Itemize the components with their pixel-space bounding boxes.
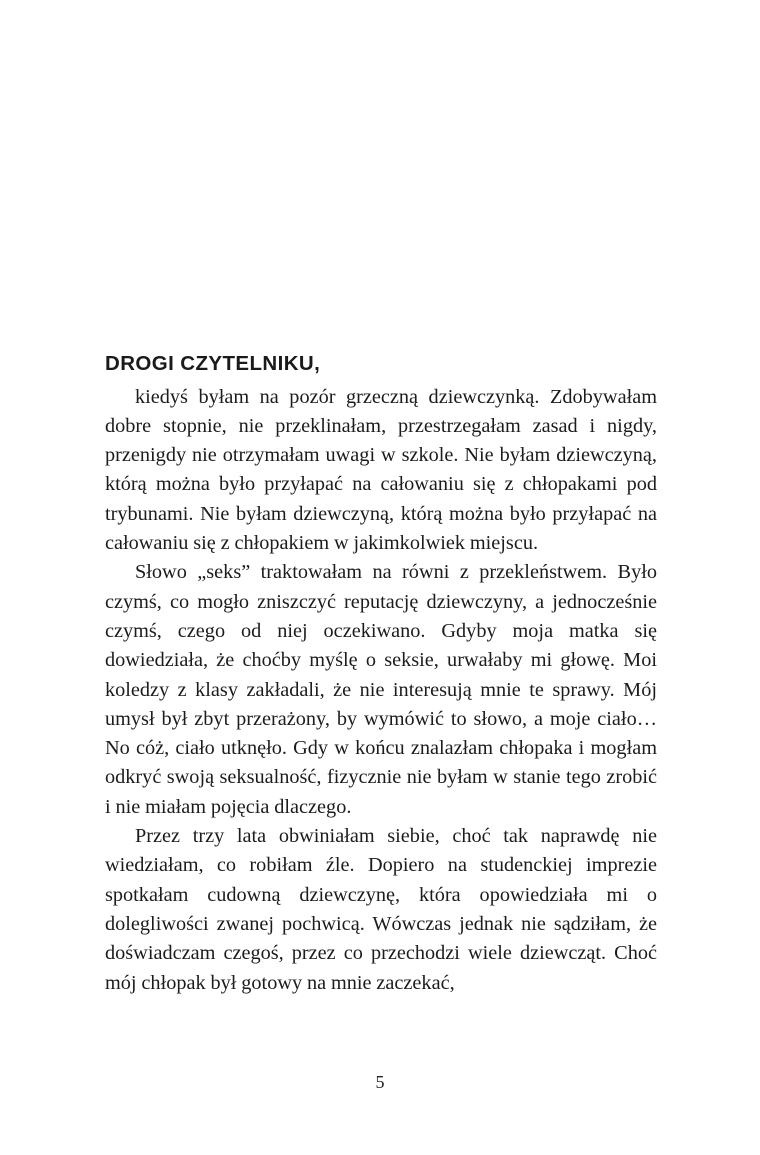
page-text-block <box>105 352 657 998</box>
body-paragraph-1: kiedyś byłam na pozór grzeczną dziewczynką. Zdobywałam dobre stopnie, nie przeklinałam, przestrzegałam zasad i nigdy, przenigdy nie otrzymałam uwagi w szkole. Nie byłam dziewczyną, którą można było przyłapać na całowaniu się z chłopakami pod trybunami. Nie byłam dziewczyną, którą można było przyłapać na całowaniu się z chłopakiem w jakimkolwiek miejscu. <box>105 385 657 555</box>
chapter-heading: DROGI CZYTELNIKU, <box>105 352 321 375</box>
body-paragraph-2: Słowo „seks” traktowałam na równi z przekleństwem. Było czymś, co mogło zniszczyć reputację dziewczyny, a jednocześnie czymś, czego od niej oczekiwano. Gdyby moja matka się dowiedziała, że choćby myślę o seksie, urwałaby mi głowę. Moi koledzy z klasy zakładali, że nie interesują mnie te sprawy. Mój umysł był zbyt przerażony, by wymówić to słowo, a moje ciało… No cóż, ciało utknęło. Gdy w końcu znalazłam chłopaka i mogłam odkryć swoją seksualność, fizycznie nie byłam w stanie tego zrobić i nie miałam pojęcia dlaczego. <box>105 561 657 818</box>
page-number: 5 <box>375 1072 385 1092</box>
body-paragraph-3: Przez trzy lata obwiniałam siebie, choć tak naprawdę nie wiedziałam, co robiłam źle. Dopiero na studenckiej imprezie spotkałam cudowną dziewczynę, która opowiedziała mi o dolegliwości zwanej pochwicą. Wówczas jednak nie sądziłam, że doświadczam czegoś, przez co przechodzi wiele dziewcząt. Choć mój chłopak był gotowy na mnie zaczekać, <box>105 825 657 994</box>
